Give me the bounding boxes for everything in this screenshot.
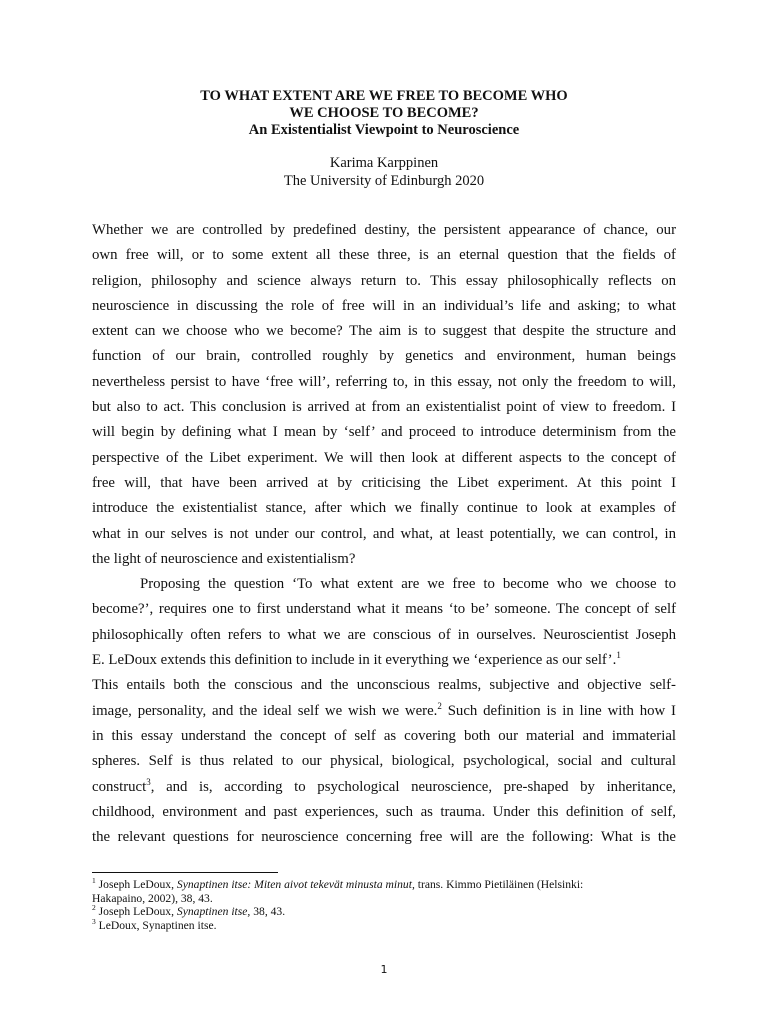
text-line: religion, philosophy and science always return to. This essay philosophically reflects on [92, 272, 676, 289]
text-line: function of our brain, controlled roughly by genetics and environment, human beings [92, 348, 676, 365]
footnote-number: 2 [92, 903, 96, 913]
text-line: extent can we choose who we become? The aim is to suggest that despite the structure and [92, 323, 676, 340]
text-line: Whether we are controlled by predefined destiny, the persistent appearance of chance, our [92, 222, 676, 238]
text-line: introduce the existentialist stance, after which we finally continue to look at examples of [92, 500, 676, 517]
footnote-text: trans. Kimmo Pietiläinen (Helsinki: [414, 878, 584, 891]
text-line: nevertheless persist to have ‘free will’, referring to, in this essay, not only the freedom to will, [92, 373, 676, 390]
author-block [0, 154, 768, 190]
text-line: the relevant questions for neuroscience concerning free will are the following: What is the [92, 829, 676, 846]
text-segment: E. LeDoux extends this definition to include in it everything we ‘experience as our self’. [92, 652, 617, 669]
footnote-2 [92, 905, 676, 919]
text-line: become?’, requires one to first understand what it means ‘to be’ someone. The concept of self [92, 601, 676, 618]
document-title [0, 88, 768, 139]
text-line: the light of neuroscience and existentialism? [92, 550, 356, 567]
text-line [92, 775, 676, 800]
title-line-1: TO WHAT EXTENT ARE WE FREE TO BECOME WHO [200, 88, 568, 104]
title-line-2: WE CHOOSE TO BECOME? [289, 105, 479, 121]
footnote-1-continued: Hakapaino, 2002), 38, 43. [92, 891, 213, 905]
footnote-title: Synaptinen itse: Miten aivot tekevät minusta minut, [176, 878, 415, 891]
footnote-text: Joseph LeDoux, [95, 878, 177, 891]
text-line [92, 648, 676, 673]
text-line: perspective of the Libet experiment. We will then look at different aspects to the concept of [92, 449, 676, 466]
footnote-text: Joseph LeDoux, [95, 905, 177, 918]
footnote-ref[interactable]: 2 [437, 700, 442, 711]
footnote-ref[interactable]: 3 [146, 776, 151, 787]
paragraph-2 [92, 572, 676, 850]
text-line: will begin by defining what I mean by ‘self’ and proceed to introduce determinism from the [92, 424, 676, 441]
footnote-1 [92, 878, 676, 892]
page-number: 1 [380, 963, 388, 976]
text-segment: image, personality, and the ideal self we wish we were. [92, 702, 438, 719]
text-line: neuroscience in discussing the role of free will in an individual’s life and asking; to what [92, 297, 676, 314]
footnote-3 [92, 916, 676, 933]
footnote-number: 3 [92, 916, 96, 926]
author-affiliation: The University of Edinburgh 2020 [283, 173, 485, 189]
text-line: This entails both the conscious and the unconscious realms, subjective and objective self- [92, 677, 676, 694]
essay-body [92, 218, 676, 850]
subtitle: An Existentialist Viewpoint to Neuroscience [248, 122, 520, 138]
text-line: spheres. Self is thus related to our physical, biological, psychological, social and cultural [92, 753, 676, 770]
text-segment: Such definition is in line with how I [441, 702, 676, 719]
text-line [92, 699, 676, 724]
text-line: Proposing the question ‘To what extent are we free to become who we choose to [140, 576, 676, 593]
text-line: childhood, environment and past experiences, such as trauma. Under this definition of self, [92, 803, 676, 820]
paragraph-1 [92, 218, 676, 572]
footnote-divider [92, 872, 278, 873]
author-name: Karima Karppinen [329, 155, 439, 171]
footnotes [92, 878, 676, 932]
text-line: free will, that have been arrived at by criticising the Libet experiment. At this point I [92, 474, 676, 491]
text-segment: construct [92, 778, 147, 795]
footnote-title: Synaptinen itse, [176, 905, 251, 918]
text-line: but also to act. This conclusion is arrived at from an existentialist point of view to freedom. I [92, 399, 676, 416]
text-segment: , and is, according to psychological neuroscience, pre-shaped by inheritance, [150, 778, 676, 795]
footnote-text: LeDoux, Synaptinen itse. [95, 918, 217, 932]
text-line: philosophically often refers to what we are conscious of in ourselves. Neuroscientist Joseph [92, 626, 676, 643]
footnote-number: 1 [92, 876, 96, 886]
footnote-text: 38, 43. [250, 905, 286, 918]
text-line: what in our selves is not under our control, and what, at least potentially, we can control, in [92, 525, 676, 542]
footnote-ref[interactable]: 1 [616, 650, 621, 661]
text-line: own free will, or to some extent all these three, is an eternal question that the fields of [92, 247, 676, 264]
text-line: in this essay understand the concept of self as covering both our material and immaterial [92, 727, 676, 744]
